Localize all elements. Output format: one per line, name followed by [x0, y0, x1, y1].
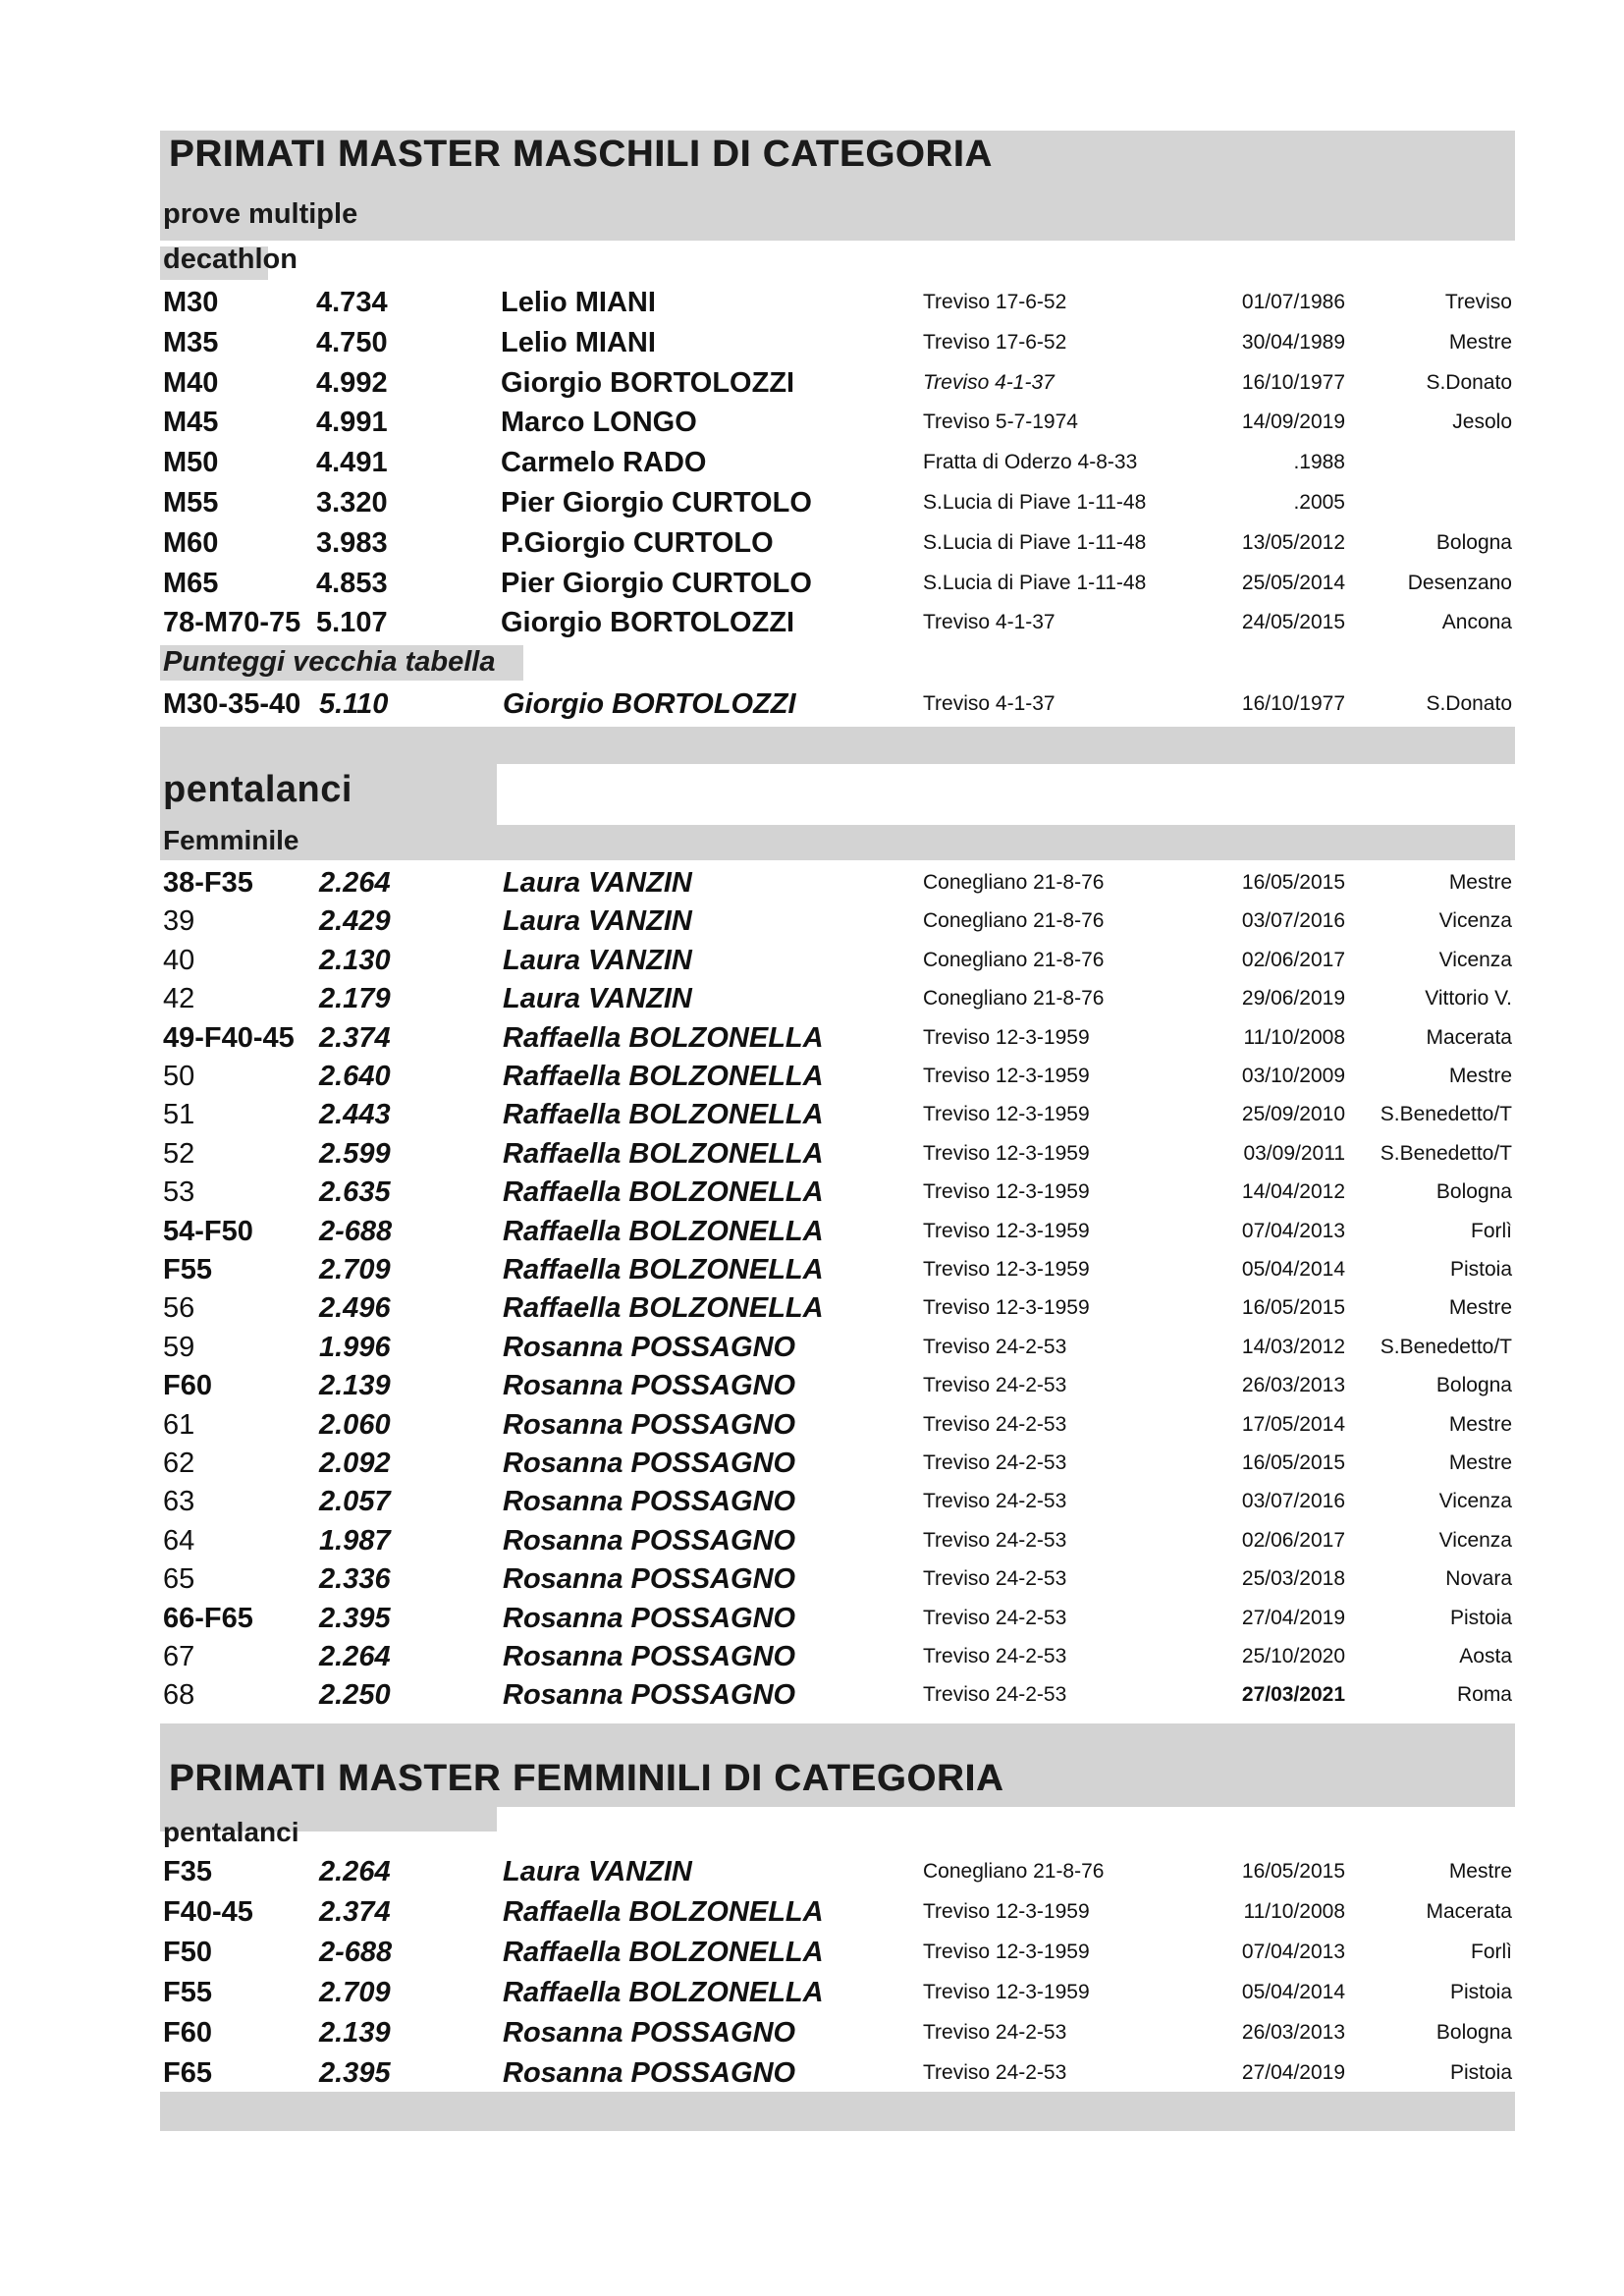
- row-score: 2.496: [319, 1292, 391, 1325]
- table-row: [0, 283, 1624, 322]
- row-place: Aosta: [1459, 1645, 1512, 1667]
- row-place: Bologna: [1435, 1374, 1512, 1397]
- row-birth-info: Treviso 24-2-53: [923, 1374, 1067, 1397]
- table-row: [0, 603, 1624, 642]
- row-athlete-name: Raffaella BOLZONELLA: [503, 1254, 824, 1285]
- row-score: 4.991: [316, 407, 388, 439]
- row-athlete-name: Rosanna POSSAGNO: [503, 1563, 796, 1596]
- row-athlete-name: P.Giorgio CURTOLO: [501, 526, 774, 559]
- row-date: 03/09/2011: [1243, 1141, 1345, 1165]
- row-place: Bologna: [1435, 2021, 1512, 2044]
- table-row: [0, 941, 1624, 980]
- row-category: 62: [163, 1448, 195, 1479]
- row-date: 26/03/2013: [1241, 2021, 1345, 2044]
- row-score: 2.443: [319, 1099, 391, 1131]
- row-score: 5.110: [319, 688, 389, 720]
- row-date: .1988: [1293, 451, 1345, 474]
- row-date: 25/10/2020: [1241, 1645, 1345, 1667]
- row-place: Mestre: [1448, 1065, 1512, 1087]
- row-date: 27/04/2019: [1241, 1606, 1345, 1629]
- row-birth-info: S.Lucia di Piave 1-11-48: [923, 491, 1147, 514]
- row-category: 56: [163, 1292, 195, 1325]
- table-row: [0, 1892, 1624, 1932]
- row-category: 59: [163, 1331, 195, 1363]
- table-row: [0, 1599, 1624, 1638]
- row-score: 2.395: [319, 1602, 391, 1634]
- row-place: Roma: [1456, 1683, 1512, 1707]
- row-category: M60: [163, 526, 219, 559]
- row-score: 4.734: [316, 287, 388, 318]
- row-athlete-name: Rosanna POSSAGNO: [503, 1486, 796, 1518]
- row-athlete-name: Rosanna POSSAGNO: [503, 1641, 796, 1672]
- footer-band: [160, 2092, 1515, 2131]
- table-row: [0, 863, 1624, 902]
- row-score: 3.983: [316, 526, 388, 559]
- row-athlete-name: Laura VANZIN: [503, 944, 692, 976]
- row-category: 42: [163, 983, 195, 1015]
- row-birth-info: Treviso 24-2-53: [923, 1490, 1067, 1513]
- row-athlete-name: Rosanna POSSAGNO: [503, 1679, 796, 1712]
- row-category: F35: [163, 1856, 212, 1887]
- row-date: 14/03/2012: [1241, 1335, 1345, 1358]
- row-birth-info: Treviso 24-2-53: [923, 1645, 1067, 1667]
- row-birth-info: Treviso 12-3-1959: [923, 1141, 1090, 1165]
- row-place: Mestre: [1448, 1451, 1512, 1474]
- row-athlete-name: Raffaella BOLZONELLA: [503, 1937, 824, 1968]
- title-women: PRIMATI MASTER FEMMINILI DI CATEGORIA: [169, 1758, 1004, 1799]
- row-athlete-name: Rosanna POSSAGNO: [503, 1524, 796, 1557]
- row-birth-info: Treviso 4-1-37: [923, 370, 1055, 394]
- row-place: Jesolo: [1452, 410, 1512, 434]
- row-birth-info: Treviso 12-3-1959: [923, 1981, 1090, 2003]
- table-row: [0, 1134, 1624, 1174]
- row-date: 16/05/2015: [1241, 1296, 1345, 1320]
- row-score: 2.179: [319, 983, 391, 1015]
- row-birth-info: Treviso 24-2-53: [923, 1683, 1067, 1707]
- subtitle-prove-multiple: prove multiple: [163, 198, 358, 230]
- row-score: 2.374: [319, 1021, 391, 1054]
- row-athlete-name: Pier Giorgio CURTOLO: [501, 567, 812, 599]
- row-score: 2.635: [319, 1176, 391, 1209]
- row-category: M40: [163, 366, 219, 399]
- row-athlete-name: Raffaella BOLZONELLA: [503, 1896, 824, 1928]
- row-score: 2.395: [319, 2057, 391, 2089]
- row-category: 65: [163, 1563, 195, 1596]
- table-row: [0, 1637, 1624, 1676]
- row-place: S.Benedetto/T: [1380, 1103, 1512, 1126]
- table-row: [0, 1482, 1624, 1521]
- row-date: 14/04/2012: [1241, 1180, 1345, 1204]
- row-athlete-name: Giorgio BORTOLOZZI: [501, 366, 795, 399]
- row-athlete-name: Rosanna POSSAGNO: [503, 1448, 796, 1479]
- row-category: M30-35-40: [163, 688, 301, 720]
- row-date: 16/05/2015: [1241, 1860, 1345, 1883]
- row-category: 67: [163, 1641, 195, 1672]
- table-row: [0, 443, 1624, 482]
- row-score: 2.374: [319, 1896, 391, 1928]
- row-date: 17/05/2014: [1241, 1412, 1345, 1436]
- row-score: 2-688: [319, 1215, 393, 1247]
- row-category: F60: [163, 1370, 212, 1402]
- subtitle-decathlon: decathlon: [163, 244, 298, 275]
- table-row: [0, 1559, 1624, 1599]
- row-date: 01/07/1986: [1241, 291, 1345, 313]
- row-birth-info: Treviso 12-3-1959: [923, 1941, 1090, 1963]
- row-category: 78-M70-75: [163, 607, 301, 639]
- row-athlete-name: Raffaella BOLZONELLA: [503, 1021, 824, 1054]
- row-birth-info: Treviso 5-7-1974: [923, 410, 1078, 434]
- row-athlete-name: Raffaella BOLZONELLA: [503, 1215, 824, 1247]
- row-date: 02/06/2017: [1241, 948, 1345, 971]
- row-category: F60: [163, 2017, 212, 2049]
- row-score: 2.139: [319, 2017, 391, 2049]
- row-birth-info: S.Lucia di Piave 1-11-48: [923, 571, 1147, 594]
- row-category: 38-F35: [163, 867, 253, 899]
- row-category: 39: [163, 905, 195, 938]
- row-athlete-name: Marco LONGO: [501, 407, 697, 439]
- row-score: 1.987: [319, 1524, 391, 1557]
- row-birth-info: Treviso 12-3-1959: [923, 1258, 1090, 1281]
- row-place: Vicenza: [1438, 1528, 1512, 1552]
- row-place: Mestre: [1448, 1860, 1512, 1883]
- row-date: 25/09/2010: [1241, 1103, 1345, 1126]
- table-row: [0, 1095, 1624, 1134]
- row-birth-info: Treviso 12-3-1959: [923, 1296, 1090, 1320]
- row-date: 16/05/2015: [1241, 871, 1345, 894]
- row-place: Macerata: [1426, 1025, 1512, 1049]
- row-score: 2.264: [319, 1641, 391, 1672]
- row-place: Vicenza: [1438, 948, 1512, 971]
- row-place: Macerata: [1426, 1900, 1512, 1923]
- row-place: Mestre: [1448, 330, 1512, 354]
- row-athlete-name: Giorgio BORTOLOZZI: [501, 607, 795, 639]
- row-athlete-name: Raffaella BOLZONELLA: [503, 1292, 824, 1325]
- row-date: 24/05/2015: [1241, 611, 1345, 634]
- row-birth-info: S.Lucia di Piave 1-11-48: [923, 530, 1147, 554]
- row-athlete-name: Raffaella BOLZONELLA: [503, 1977, 824, 2008]
- row-score: 2.640: [319, 1061, 391, 1092]
- row-birth-info: Treviso 17-6-52: [923, 291, 1067, 313]
- row-birth-info: Treviso 4-1-37: [923, 692, 1056, 715]
- row-athlete-name: Rosanna POSSAGNO: [503, 1370, 796, 1402]
- row-athlete-name: Laura VANZIN: [503, 983, 692, 1015]
- row-athlete-name: Giorgio BORTOLOZZI: [503, 688, 796, 720]
- row-score: 2.092: [319, 1448, 391, 1479]
- row-category: 66-F65: [163, 1602, 253, 1634]
- table-row: [0, 2053, 1624, 2093]
- row-place: Bologna: [1435, 530, 1512, 554]
- table-row: [0, 1973, 1624, 2012]
- row-place: Novara: [1445, 1567, 1512, 1591]
- table-row: [0, 363, 1624, 403]
- row-place: S.Benedetto/T: [1380, 1141, 1512, 1165]
- row-birth-info: Treviso 12-3-1959: [923, 1219, 1090, 1242]
- row-score: 2.709: [319, 1254, 391, 1285]
- row-date: 25/03/2018: [1241, 1567, 1345, 1591]
- row-place: Mestre: [1448, 1412, 1512, 1436]
- row-category: M50: [163, 447, 219, 479]
- row-category: M30: [163, 287, 219, 318]
- row-category: F55: [163, 1254, 212, 1285]
- row-category: 50: [163, 1061, 195, 1092]
- table-row: [0, 1018, 1624, 1058]
- row-place: Forlì: [1471, 1219, 1512, 1242]
- row-birth-info: Conegliano 21-8-76: [923, 871, 1105, 894]
- row-date: 16/10/1977: [1241, 692, 1345, 715]
- row-place: Pistoia: [1449, 2061, 1512, 2084]
- row-birth-info: Treviso 12-3-1959: [923, 1103, 1090, 1126]
- subtitle-femminile: Femminile: [163, 825, 299, 855]
- row-category: 52: [163, 1137, 195, 1170]
- row-athlete-name: Rosanna POSSAGNO: [503, 2057, 796, 2089]
- row-date: 29/06/2019: [1241, 987, 1345, 1011]
- row-date: 16/10/1977: [1241, 370, 1345, 394]
- row-birth-info: Treviso 24-2-53: [923, 1606, 1067, 1629]
- row-athlete-name: Rosanna POSSAGNO: [503, 1408, 796, 1441]
- row-category: 68: [163, 1679, 195, 1712]
- table-row: [0, 523, 1624, 563]
- row-score: 4.992: [316, 366, 388, 399]
- row-date: 26/03/2013: [1241, 1374, 1345, 1397]
- table-row: [0, 323, 1624, 362]
- row-date: 05/04/2014: [1241, 1258, 1345, 1281]
- row-birth-info: Treviso 24-2-53: [923, 1335, 1067, 1358]
- row-place: S.Donato: [1426, 692, 1512, 715]
- row-birth-info: Treviso 12-3-1959: [923, 1180, 1090, 1204]
- table-row: [0, 1444, 1624, 1483]
- table-row: [0, 403, 1624, 442]
- row-date: 07/04/2013: [1241, 1219, 1345, 1242]
- row-birth-info: Conegliano 21-8-76: [923, 948, 1105, 971]
- row-athlete-name: Pier Giorgio CURTOLO: [501, 487, 812, 519]
- row-score: 2-688: [319, 1937, 393, 1968]
- row-category: 51: [163, 1099, 195, 1131]
- row-date: 16/05/2015: [1241, 1451, 1345, 1474]
- row-athlete-name: Rosanna POSSAGNO: [503, 1602, 796, 1634]
- row-place: Treviso: [1444, 291, 1512, 313]
- row-place: S.Donato: [1426, 370, 1512, 394]
- row-athlete-name: Raffaella BOLZONELLA: [503, 1099, 824, 1131]
- row-place: Vittorio V.: [1425, 987, 1512, 1011]
- row-place: Desenzano: [1407, 571, 1512, 594]
- row-athlete-name: Rosanna POSSAGNO: [503, 1331, 796, 1363]
- table-row: [0, 1173, 1624, 1212]
- section-title-pentalanci: pentalanci: [163, 769, 352, 810]
- subtitle-pentalanci-women: pentalanci: [163, 1817, 299, 1847]
- row-category: 63: [163, 1486, 195, 1518]
- row-score: 2.130: [319, 944, 391, 976]
- row-place: Pistoia: [1449, 1606, 1512, 1629]
- row-athlete-name: Raffaella BOLZONELLA: [503, 1137, 824, 1170]
- row-date: 14/09/2019: [1241, 410, 1345, 434]
- row-category: F65: [163, 2057, 212, 2089]
- row-score: 2.429: [319, 905, 391, 938]
- row-score: 4.853: [316, 567, 388, 599]
- row-place: Ancona: [1441, 611, 1512, 634]
- row-birth-info: Treviso 24-2-53: [923, 1451, 1067, 1474]
- row-athlete-name: Raffaella BOLZONELLA: [503, 1061, 824, 1092]
- table-row: [0, 2013, 1624, 2052]
- row-birth-info: Conegliano 21-8-76: [923, 1860, 1105, 1883]
- row-birth-info: Treviso 12-3-1959: [923, 1900, 1090, 1923]
- row-category: 64: [163, 1524, 195, 1557]
- table-row: [0, 1933, 1624, 1972]
- row-date: 03/10/2009: [1241, 1065, 1345, 1087]
- table-row: [0, 1328, 1624, 1367]
- row-athlete-name: Laura VANZIN: [503, 1856, 692, 1887]
- table-row: [0, 979, 1624, 1018]
- table-row: [0, 483, 1624, 522]
- row-score: 2.057: [319, 1486, 391, 1518]
- row-place: Pistoia: [1449, 1258, 1512, 1281]
- row-category: F40-45: [163, 1896, 253, 1928]
- row-place: Mestre: [1448, 871, 1512, 894]
- table-row: [0, 1212, 1624, 1251]
- row-date: .2005: [1293, 491, 1345, 514]
- row-place: Vicenza: [1438, 1490, 1512, 1513]
- row-score: 2.264: [319, 867, 391, 899]
- row-category: 49-F40-45: [163, 1021, 295, 1054]
- row-date: 03/07/2016: [1241, 1490, 1345, 1513]
- row-birth-info: Treviso 4-1-37: [923, 611, 1056, 634]
- table-row: [0, 902, 1624, 941]
- table-row: [0, 564, 1624, 603]
- row-athlete-name: Laura VANZIN: [503, 905, 692, 938]
- row-score: 4.750: [316, 326, 388, 358]
- table-row: [0, 1405, 1624, 1445]
- row-date: 03/07/2016: [1241, 909, 1345, 933]
- row-athlete-name: Lelio MIANI: [501, 326, 656, 358]
- row-birth-info: Treviso 24-2-53: [923, 2061, 1067, 2084]
- row-place: S.Benedetto/T: [1380, 1335, 1512, 1358]
- row-place: Bologna: [1435, 1180, 1512, 1204]
- row-birth-info: Treviso 24-2-53: [923, 1412, 1067, 1436]
- pentalanci-blank-box: [497, 764, 1515, 825]
- row-date: 02/06/2017: [1241, 1528, 1345, 1552]
- women-blank-box: [497, 1807, 1515, 1832]
- row-score: 1.996: [319, 1331, 391, 1363]
- row-score: 3.320: [316, 487, 388, 519]
- row-score: 4.491: [316, 447, 388, 479]
- row-category: 61: [163, 1408, 195, 1441]
- row-athlete-name: Rosanna POSSAGNO: [503, 2017, 796, 2049]
- table-row: [0, 1250, 1624, 1289]
- row-category: M55: [163, 487, 219, 519]
- table-row: [0, 1366, 1624, 1405]
- row-score: 2.709: [319, 1977, 391, 2008]
- row-birth-info: Treviso 12-3-1959: [923, 1025, 1090, 1049]
- row-date: 13/05/2012: [1241, 530, 1345, 554]
- row-category: 54-F50: [163, 1215, 253, 1247]
- row-place: Vicenza: [1438, 909, 1512, 933]
- row-birth-info: Conegliano 21-8-76: [923, 909, 1105, 933]
- row-date: 25/05/2014: [1241, 571, 1345, 594]
- row-date: 11/10/2008: [1243, 1025, 1345, 1049]
- row-birth-info: Treviso 24-2-53: [923, 1528, 1067, 1552]
- row-category: F50: [163, 1937, 212, 1968]
- row-birth-info: Treviso 24-2-53: [923, 1567, 1067, 1591]
- row-date: 30/04/1989: [1241, 330, 1345, 354]
- row-date: 05/04/2014: [1241, 1981, 1345, 2003]
- row-place: Forlì: [1471, 1941, 1512, 1963]
- old-table-label: Punteggi vecchia tabella: [163, 646, 496, 678]
- row-birth-info: Fratta di Oderzo 4-8-33: [923, 451, 1138, 474]
- row-category: M35: [163, 326, 219, 358]
- row-birth-info: Treviso 24-2-53: [923, 2021, 1067, 2044]
- row-category: 40: [163, 944, 195, 976]
- row-score: 2.264: [319, 1856, 391, 1887]
- row-score: 5.107: [316, 607, 388, 639]
- row-athlete-name: Carmelo RADO: [501, 447, 707, 479]
- row-category: 53: [163, 1176, 195, 1209]
- row-category: F55: [163, 1977, 212, 2008]
- row-date: 07/04/2013: [1241, 1941, 1345, 1963]
- row-category: M65: [163, 567, 219, 599]
- row-score: 2.139: [319, 1370, 391, 1402]
- table-row: [0, 1675, 1624, 1715]
- table-row: [0, 1852, 1624, 1891]
- row-athlete-name: Raffaella BOLZONELLA: [503, 1176, 824, 1209]
- title-men: PRIMATI MASTER MASCHILI DI CATEGORIA: [169, 134, 993, 175]
- row-score: 2.060: [319, 1408, 391, 1441]
- row-date: 27/03/2021: [1241, 1683, 1345, 1707]
- row-score: 2.599: [319, 1137, 391, 1170]
- row-category: M45: [163, 407, 219, 439]
- row-date: 27/04/2019: [1241, 2061, 1345, 2084]
- row-athlete-name: Laura VANZIN: [503, 867, 692, 899]
- table-row: [0, 1288, 1624, 1328]
- row-birth-info: Treviso 12-3-1959: [923, 1065, 1090, 1087]
- row-date: 11/10/2008: [1243, 1900, 1345, 1923]
- row-place: Pistoia: [1449, 1981, 1512, 2003]
- table-row: [0, 684, 1624, 724]
- row-birth-info: Treviso 17-6-52: [923, 330, 1067, 354]
- row-score: 2.336: [319, 1563, 391, 1596]
- table-row: [0, 1521, 1624, 1560]
- row-score: 2.250: [319, 1679, 391, 1712]
- table-row: [0, 1057, 1624, 1096]
- row-athlete-name: Lelio MIANI: [501, 287, 656, 318]
- row-birth-info: Conegliano 21-8-76: [923, 987, 1105, 1011]
- row-place: Mestre: [1448, 1296, 1512, 1320]
